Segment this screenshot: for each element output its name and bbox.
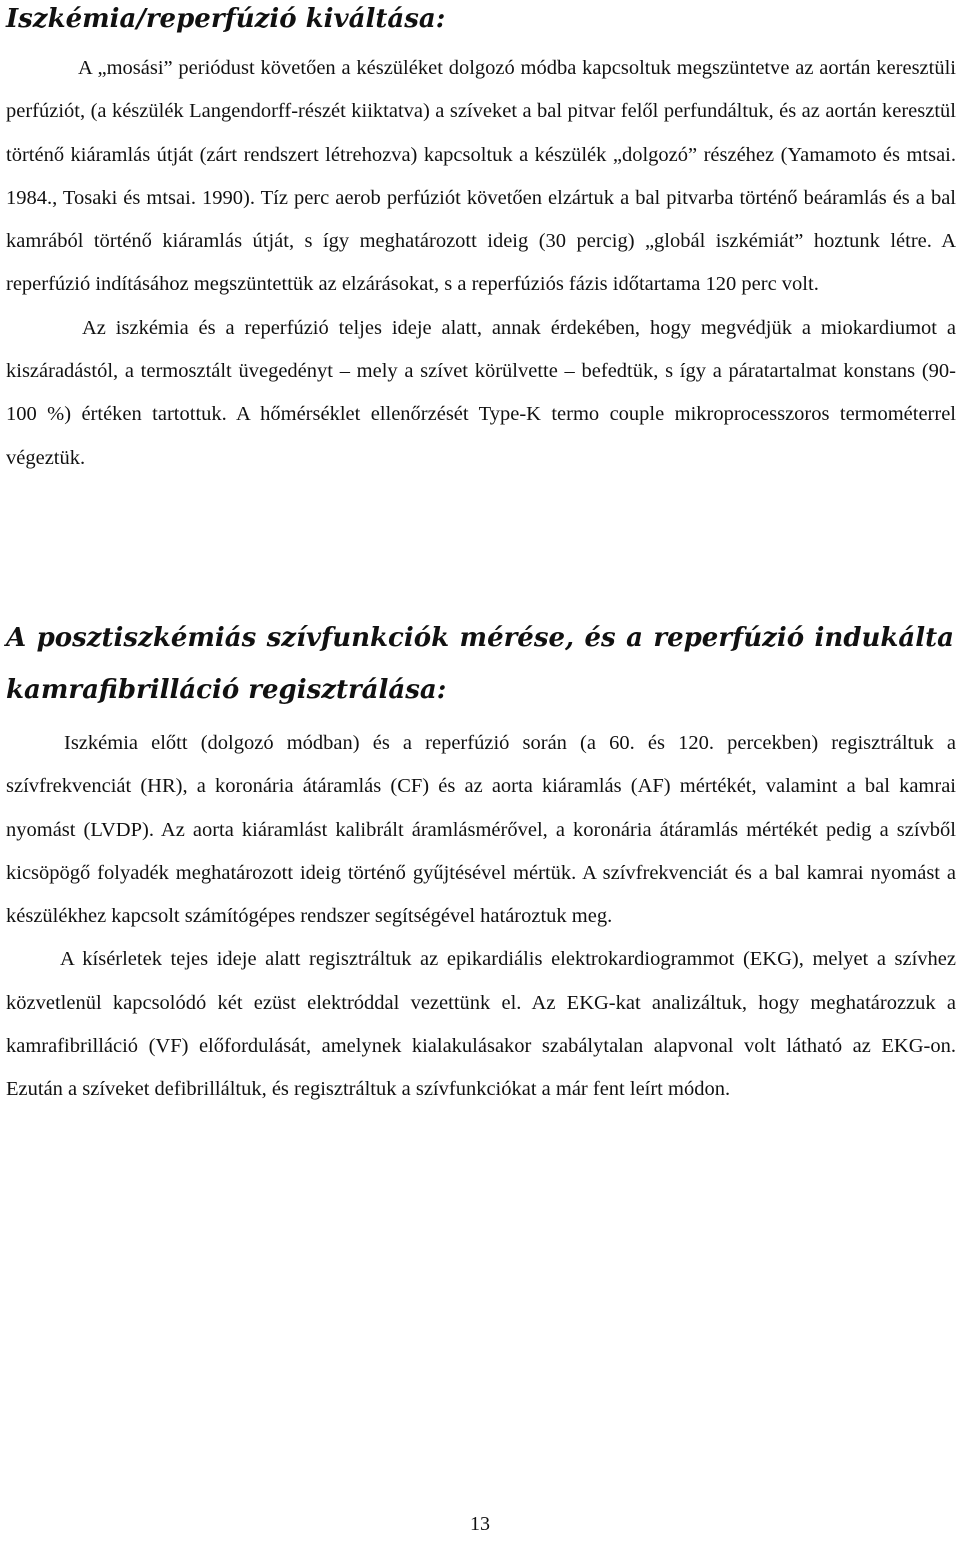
section-heading-ischemia: Iszkémia/reperfúzió kiváltása: (6, 4, 446, 34)
page-number: 13 (470, 1513, 490, 1535)
paragraph: A kísérletek tejes ideje alatt regisztráltuk az epikardiális elektrokardiogrammot (EKG), melyet a szívhez közvetlenül kapcsolódó két ezüst elektróddal vezettünk el. Az EKG-kat analizáltuk, hogy meghatározzuk a kamrafibrilláció (VF) előfordulását, amelynek kialakulásakor szabálytalan alapvonal volt látható az EKG-on. Ezután a szíveket defibrilláltuk, és regisztráltuk a szívfunkciókat a már fent leírt módon. (6, 948, 956, 1101)
paragraph: Iszkémia előtt (dolgozó módban) és a reperfúzió során (a 60. és 120. percekben) regisztráltuk a szívfrekvenciát (HR), a koronária átáramlás (CF) és az aorta kiáramlás (AF) mértékét, valamint a bal kamrai nyomást (LVDP). Az aorta kiáramlást kalibrált áramlásmérővel, a koronária átáramlás mértékét pedig a szívből kicsöpögő folyadék meghatározott ideig történő gyűjtésével mértük. A szívfrekvenciát és a bal kamrai nyomást a készülékhez kapcsolt számítógépes rendszer segítségével határoztuk meg. (6, 732, 956, 928)
section-body-measurement (6, 722, 956, 1112)
section-heading-measurement: A posztiszkémiás szívfunkciók mérése, és a reperfúzió indukálta kamrafibrilláció regisztrálása: (6, 623, 954, 705)
section-body-ischemia (6, 47, 956, 480)
paragraph: Az iszkémia és a reperfúzió teljes ideje alatt, annak érdekében, hogy megvédjük a miokardiumot a kiszáradástól, a termosztált üvegedényt – mely a szívet körülvette – befedtük, s így a páratartalmat konstans (90-100 %) értéken tartottuk. A hőmérséklet ellenőrzését Type-K termo couple mikroprocesszoros termométerrel végeztük. (6, 316, 956, 469)
paragraph: A „mosási” periódust követően a készüléket dolgozó módba kapcsoltuk megszüntetve az aortán keresztüli perfúziót, (a készülék Langendorff-részét kiiktatva) a szíveket a bal pitvar felől perfundáltuk, és az aortán keresztül történő kiáramlás útját (zárt rendszert létrehozva) kapcsoltuk a készülék „dolgozó” részéhez (Yamamoto és mtsai. 1984., Tosaki és mtsai. 1990). Tíz perc aerob perfúziót követően elzártuk a bal pitvarba történő beáramlás és a bal kamrából történő kiáramlás útját, s így meghatározott ideig (30 percig) „globál iszkémiát” hoztunk létre. A reperfúzió indításához megszüntettük az elzárásokat, s a reperfúziós fázis időtartama 120 perc volt. (6, 57, 956, 296)
